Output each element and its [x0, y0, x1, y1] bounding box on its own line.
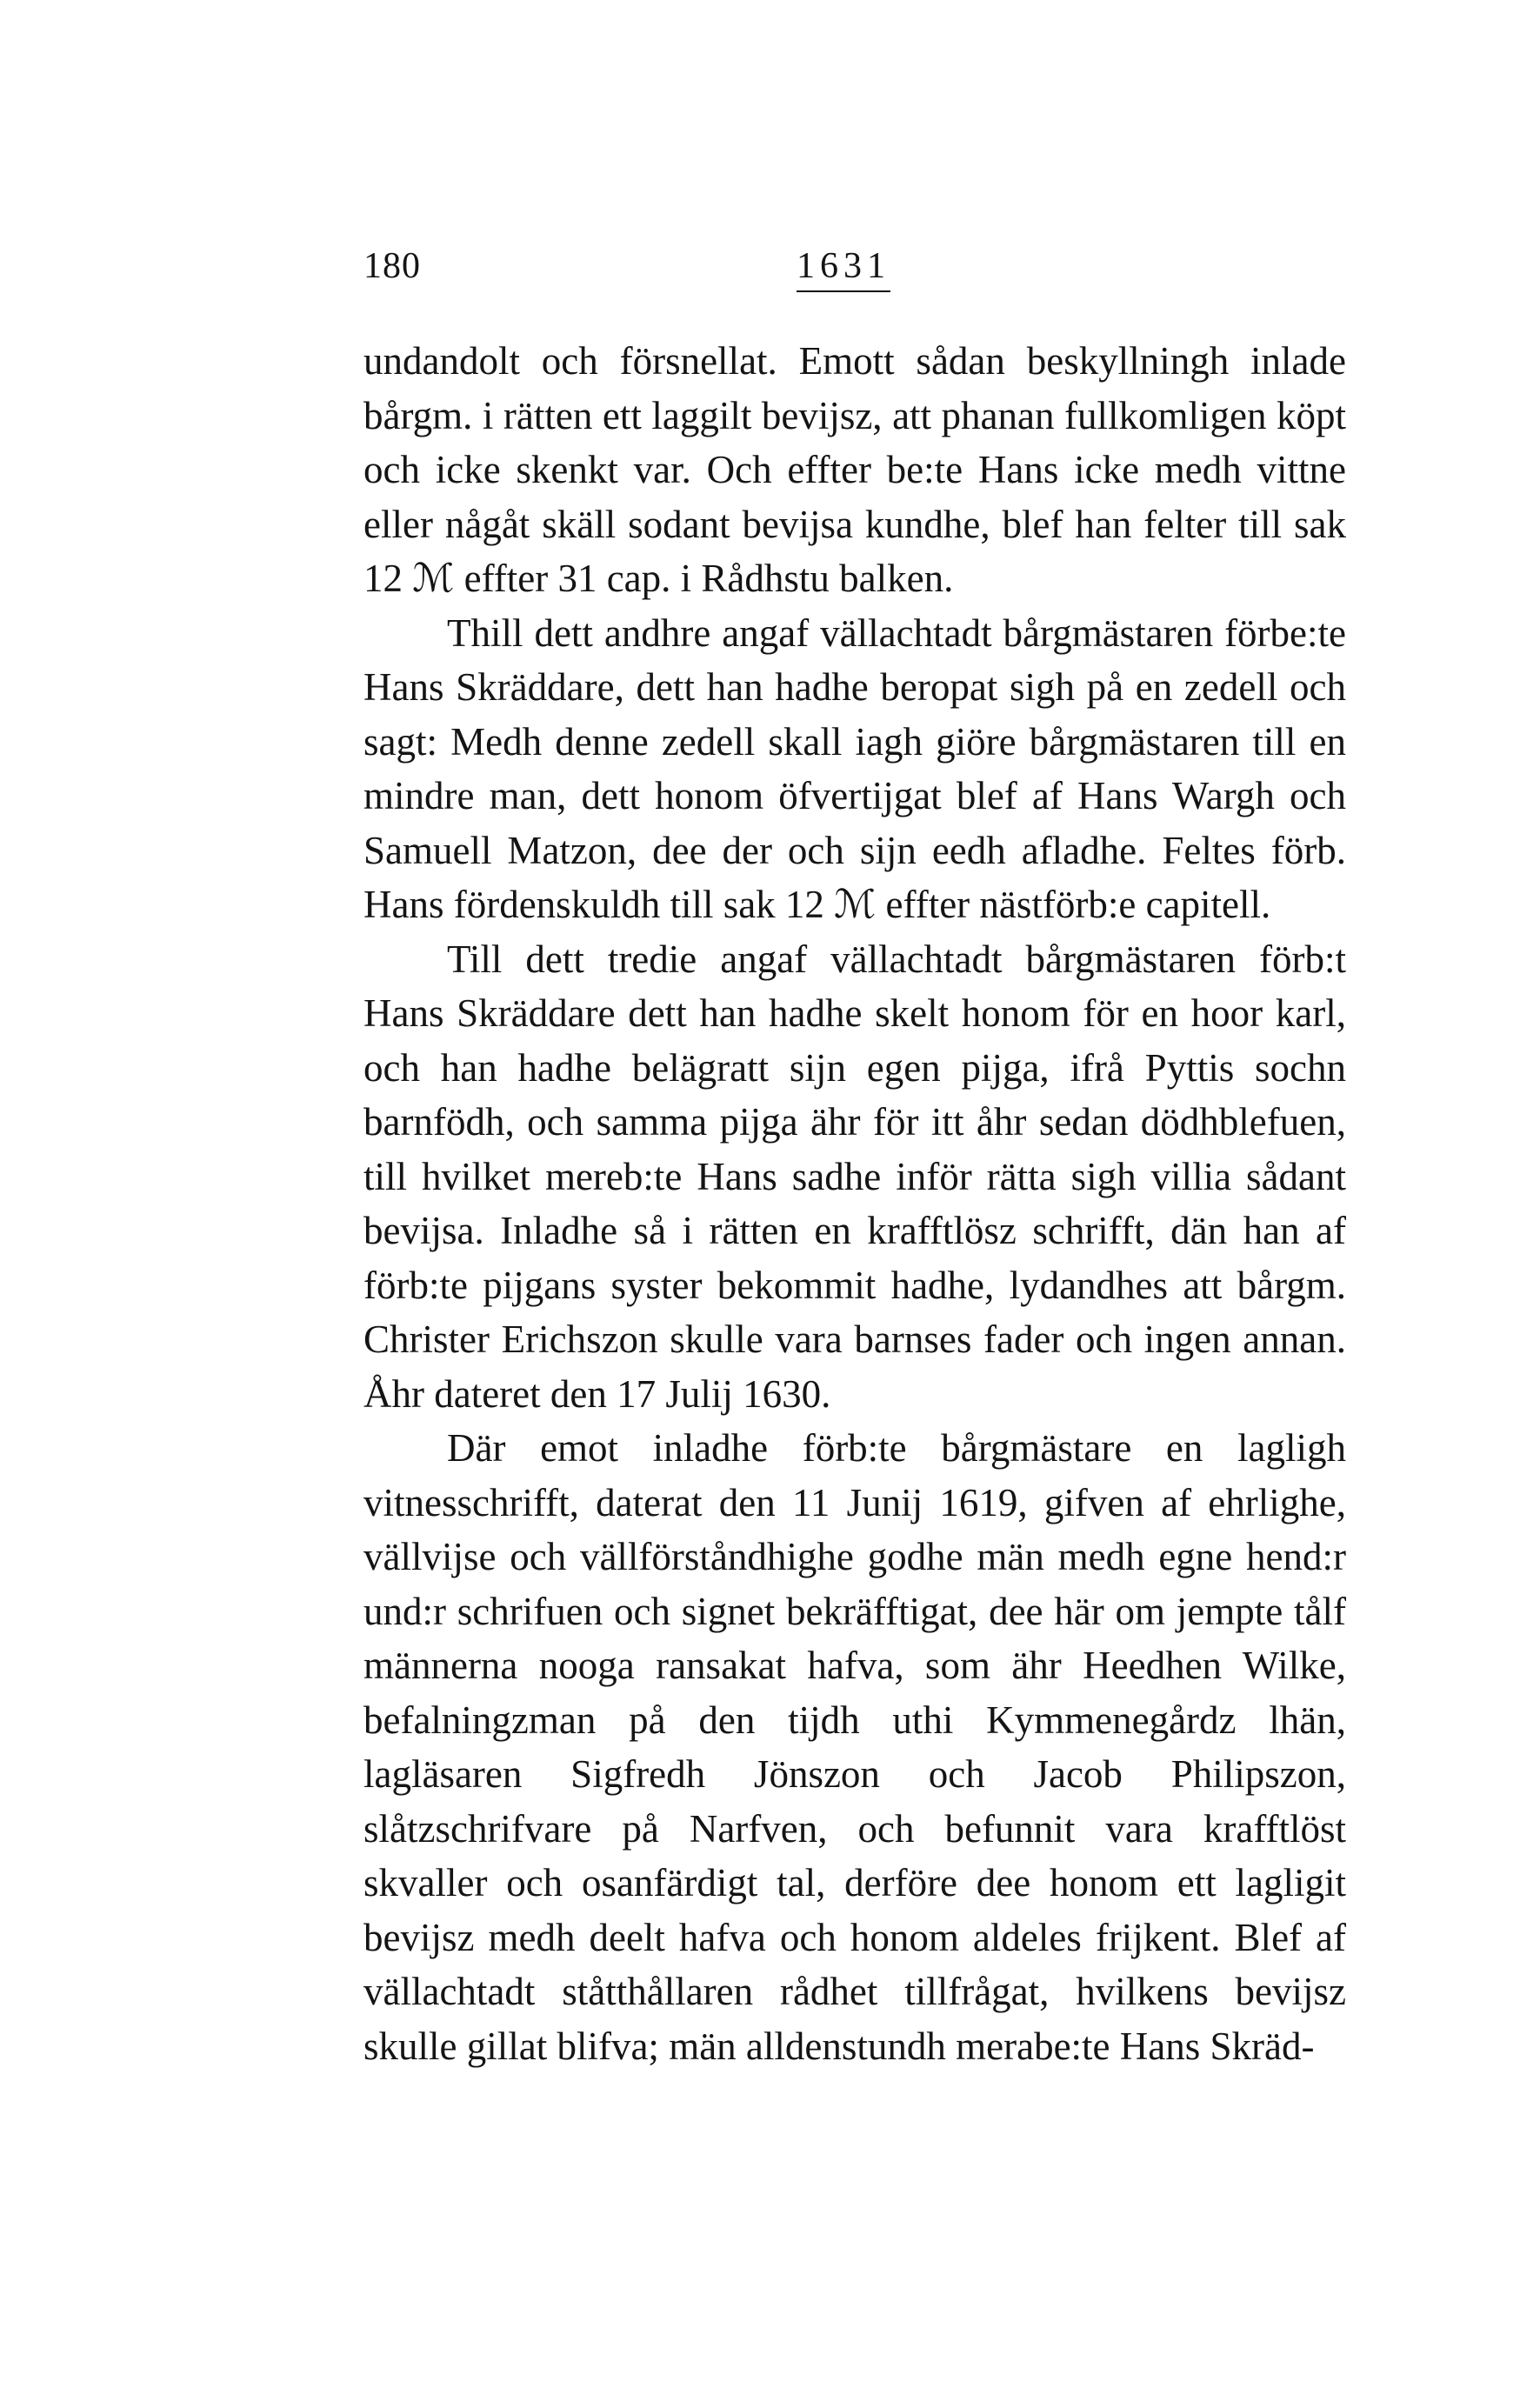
paragraph: Thill dett andhre angaf vällachtadt bårgmästaren förbe:te Hans Skräddare, dett han hadhe beropat sigh på en zedell och sagt: Medh denne zedell skall iagh giöre bårgmästaren till en mindre man, dett honom öfvertijgat blef af Hans Wargh och Samuell Matzon, dee der och sijn eedh afladhe. Feltes förb. Hans fördenskuldh till sak 12 ℳ effter nästförb:e capitell.: [363, 610, 1346, 926]
running-header-year: 1631: [797, 245, 890, 292]
document-page: [363, 245, 1346, 2073]
paragraph: Till dett tredie angaf vällachtadt bårgmästaren förb:t Hans Skräddare dett han hadhe skelt honom för en hoor karl, och han hadhe belägratt sijn egen pijga, ifrå Pyttis sochn barnfödh, och samma pijga ähr för itt åhr sedan dödhblefuen, till hvilket mereb:te Hans sadhe inför rätta sigh villia sådant bevijsa. Inladhe så i rätten en krafftlösz schrifft, dän han af förb:te pijgans syster bekommit hadhe, lydandhes att bårgm. Christer Erichszon skulle vara barnses fader och ingen annan. Åhr dateret den 17 Julij 1630.: [363, 937, 1346, 1416]
paragraph: Där emot inladhe förb:te bårgmästare en lagligh vitnesschrifft, daterat den 11 Junij 1619, gifven af ehrlighe, vällvijse och vällförståndhighe godhe män medh egne hend:r und:r schrifuen och signet bekräfftigat, dee här om jempte tålf männerna nooga ransakat hafva, som ähr Heedhen Wilke, befalningzman på den tijdh uthi Kymmenegårdz lhän, lagläsaren Sigfredh Jönszon och Jacob Philipszon, slåtzschrifvare på Narfven, och befunnit vara krafftlöst skvaller och osanfärdigt tal, derföre dee honom ett lagligit bevijsz medh deelt hafva och honom aldeles frijkent. Blef af vällachtadt ståtthållaren rådhet tillfrågat, hvilkens bevijsz skulle gillat blifva; män alldenstundh merabe:te Hans Skräd-: [363, 1426, 1346, 2068]
page-number: 180: [363, 246, 421, 286]
body-text: [363, 334, 1346, 2073]
paragraph: undandolt och försnellat. Emott sådan beskyllningh inlade bårgm. i rätten ett laggilt bevijsz, att phanan fullkomligen köpt och icke skenkt var. Och effter be:te Hans icke medh vittne eller någåt skäll sodant bevijsa kundhe, blef han felter till sak 12 ℳ effter 31 cap. i Rådhstu balken.: [363, 339, 1346, 600]
page-header: [363, 245, 1346, 303]
